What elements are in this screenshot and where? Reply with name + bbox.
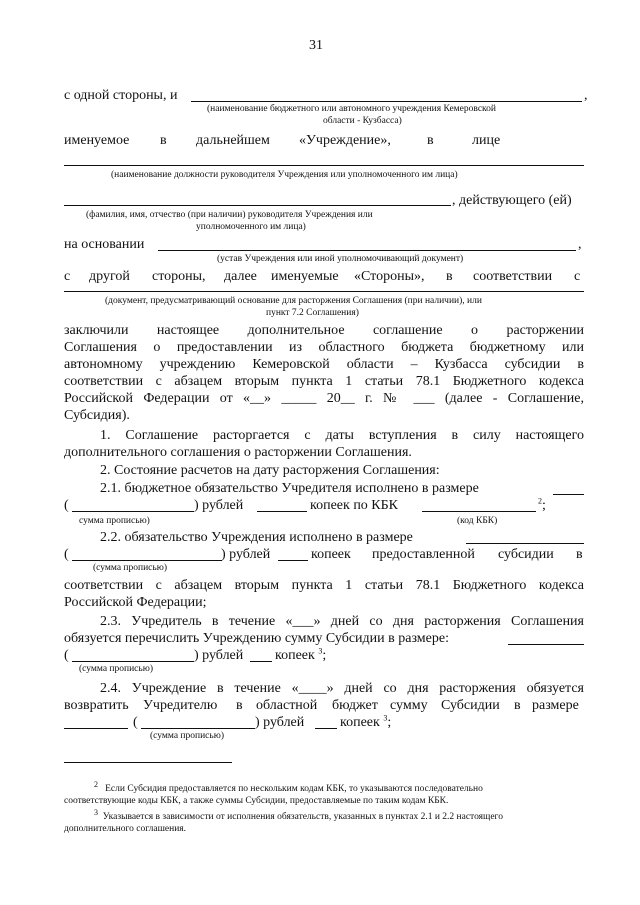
acting-label: , действующего (ей) — [452, 193, 572, 208]
word-further: дальнейшем — [196, 133, 270, 148]
note-institution-name-2: области - Кузбасса) — [323, 116, 402, 126]
item21-note-kbk: (код КБК) — [457, 516, 498, 526]
footnote-separator — [64, 762, 232, 763]
item24-w7: Субсидии — [441, 698, 500, 713]
word-v2: в — [427, 133, 434, 148]
item24-rub: ) рублей — [255, 715, 305, 730]
item21-words-field[interactable] — [72, 511, 194, 512]
item24-w6: сумму — [390, 698, 428, 713]
party1-label: с одной стороны, и — [64, 88, 178, 103]
basis-field[interactable] — [158, 250, 576, 251]
paren-open: ( — [64, 498, 69, 513]
word-s2: с — [574, 269, 581, 284]
basis-label: на основании — [64, 237, 145, 252]
note-basis: (устав Учреждения или иной уполномочивающий документ) — [217, 254, 464, 264]
footnote-ref-3b[interactable]: 3 — [383, 713, 388, 723]
word-person: лице — [472, 133, 501, 148]
page-number: 31 — [309, 38, 323, 53]
word-s: с — [64, 269, 71, 284]
item1-line2: дополнительного соглашения о расторжении Соглашения. — [64, 445, 412, 460]
para1-line1: заключили настоящее дополнительное соглашение о расторжении — [64, 323, 584, 338]
item21-amount-field[interactable] — [553, 494, 584, 495]
note-head-name: (фамилия, имя, отчество (при наличии) руководителя Учреждения или — [86, 210, 373, 220]
para1-line3: автономному учреждению Кемеровской области – Кузбасса субсидии в — [64, 357, 584, 372]
item24-words-field[interactable] — [141, 728, 255, 729]
semicolon-3: ; — [387, 715, 392, 730]
comma-2: , — [578, 237, 582, 252]
paren-open-3: ( — [64, 648, 69, 663]
item22-w2: предоставленной — [372, 547, 475, 562]
note-document: (документ, предусматривающий основание для расторжения Соглашения (при наличии), или — [105, 296, 482, 306]
item22-w3: субсидии — [498, 547, 554, 562]
item23-note-sum: (сумма прописью) — [79, 664, 153, 674]
word-side: стороны, — [152, 269, 206, 284]
word-v3: в — [446, 269, 453, 284]
footnote-3-number: 3 — [94, 807, 98, 817]
item22-line3: соответствии с абзацем вторым пункта 1 статьи 78.1 Бюджетного кодекса — [64, 578, 584, 593]
item23-line2: обязуется перечислить Учреждению сумму Субсидии в размере: — [64, 631, 449, 646]
item24-w8: в — [514, 698, 521, 713]
word-v: в — [160, 133, 167, 148]
item23-line1: 2.3. Учредитель в течение «___» дней со дня расторжения Соглашения — [100, 614, 584, 629]
paren-open-4: ( — [133, 715, 138, 730]
footnote-3-text: Указывается в зависимости от исполнения обязательств, указанных в пунктах 2.1 и 2.2 настоящего — [102, 812, 503, 822]
semicolon: ; — [542, 498, 546, 513]
named-word: именуемое — [64, 133, 130, 148]
kop-label-2: копеек — [340, 715, 380, 730]
item24-amount-field[interactable] — [64, 728, 128, 729]
item22-line4: Российской Федерации; — [64, 595, 207, 610]
footnote-2-text: Если Субсидия предоставляется по нескольким кодам КБК, то указываются последовательно — [105, 784, 483, 794]
footnote-3 — [64, 807, 584, 823]
item24-w2: Учредителю — [143, 698, 218, 713]
item23-amount-field[interactable] — [508, 644, 584, 645]
item22-line1: 2.2. обязательство Учреждения исполнено в размере — [100, 530, 413, 545]
item24-w3: в — [236, 698, 243, 713]
para1-line2: Соглашения о предоставлении из областного бюджета бюджетному или — [64, 340, 584, 355]
para1-line5: Российской Федерации от «__» _____ 20__ г. № ___ (далее - Соглашение, — [64, 391, 584, 406]
position-field[interactable] — [64, 165, 584, 166]
item22-amount-field[interactable] — [466, 543, 584, 544]
word-institution: «Учреждение», — [299, 133, 391, 148]
word-further2: далее — [224, 269, 257, 284]
item21-kbk-field[interactable] — [422, 511, 536, 512]
footnote-2-number: 2 — [94, 779, 98, 789]
note-document-2: пункт 7.2 Соглашения) — [266, 308, 359, 318]
item22-rub: ) рублей — [221, 547, 271, 562]
footnote-ref-3[interactable]: 3 — [318, 646, 323, 656]
item23-kop-field[interactable] — [250, 661, 272, 662]
item1-line1: 1. Соглашение расторгается с даты вступления в силу настоящего — [100, 428, 584, 443]
para1-line4: соответствии с абзацем вторым пункта 1 статьи 78.1 Бюджетного кодекса — [64, 374, 584, 389]
note-head-name-2: уполномоченного им лица) — [196, 222, 306, 232]
item21-note-sum: сумма прописью) — [79, 516, 150, 526]
document-field[interactable] — [64, 291, 584, 292]
item22-words-field[interactable] — [72, 560, 222, 561]
item24-w9: размере — [532, 698, 579, 713]
item21-end — [538, 497, 546, 514]
word-named: именуемые — [271, 269, 339, 284]
item22-note-sum: (сумма прописью) — [93, 563, 167, 573]
item21-line1: 2.1. бюджетное обязательство Учредителя исполнено в размере — [100, 481, 479, 496]
item21-kop-field[interactable] — [257, 511, 307, 512]
semicolon-2: ; — [322, 648, 327, 663]
paren-open-2: ( — [64, 547, 69, 562]
item24-w5: бюджет — [332, 698, 378, 713]
head-name-field[interactable] — [64, 205, 451, 206]
word-accordance: соответствии — [473, 269, 553, 284]
item23-rub: ) рублей — [194, 648, 244, 663]
para1-line6: Субсидия). — [64, 408, 130, 423]
item22-w4: в — [576, 547, 583, 562]
item24-w4: областной — [256, 698, 318, 713]
item24-line1: 2.4. Учреждение в течение «____» дней со дня расторжения обязуется — [100, 681, 584, 696]
comma: , — [584, 88, 588, 103]
item2-heading: 2. Состояние расчетов на дату расторжения Соглашения: — [100, 463, 440, 478]
institution-name-field[interactable] — [191, 101, 582, 102]
footnote-2 — [64, 779, 584, 795]
word-other: другой — [89, 269, 130, 284]
note-position: (наименование должности руководителя Учреждения или уполномоченного им лица) — [111, 170, 458, 180]
footnote-ref-2[interactable]: 2 — [538, 496, 542, 506]
item21-rub: ) рублей — [194, 498, 244, 513]
item24-kop — [340, 714, 391, 731]
item24-note-sum: (сумма прописью) — [150, 731, 224, 741]
item22-kop-field[interactable] — [278, 560, 308, 561]
kop-label: копеек — [275, 648, 315, 663]
item24-w1: возвратить — [64, 698, 129, 713]
note-institution-name: (наименование бюджетного или автономного учреждения Кемеровской — [207, 104, 497, 114]
footnote-3-line2: дополнительного соглашения. — [64, 824, 187, 834]
item21-kop: копеек по КБК — [310, 498, 399, 513]
item22-w1: копеек — [311, 547, 351, 562]
item24-kop-field[interactable] — [315, 728, 337, 729]
item23-words-field[interactable] — [72, 661, 194, 662]
footnote-2-line2: соответствующие коды КБК, а также суммы Субсидии, предоставляемые по таким кодам КБК. — [64, 796, 449, 806]
item23-kop — [275, 647, 326, 664]
word-parties: «Стороны», — [354, 269, 425, 284]
